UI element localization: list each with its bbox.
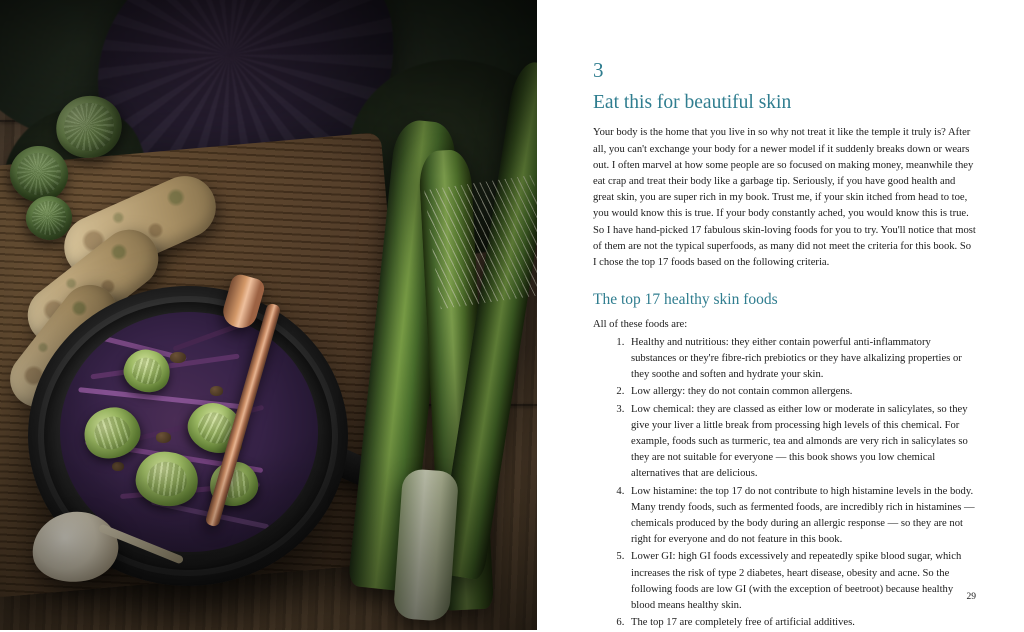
list-item: 2. Low allergy: they do not contain common allergens. (627, 384, 976, 400)
right-text-page (537, 0, 1024, 630)
chapter-title: Eat this for beautiful skin (593, 92, 792, 113)
intro-paragraph: Your body is the home that you live in so why not treat it like the temple it truly is? After all, you can't exchange your body for a newer model if it suddenly breaks down or wears out. I often marvel at how some people are so focused on making money, meanwhile they eat crap and treat their body like a garbage tip. Seriously, if you have good health and great skin, you are super rich in my book. Trust me, if your skin itched from head to toe, you would know this is true. If your body constantly ached, you would know this is true. So I have hand-picked 17 fabulous skin-loving foods for you to try. You'll notice that most of them are not the typical superfoods, as many did not meet the criteria for this book. So I chose the top 17 foods based on the following criteria. (593, 127, 976, 269)
chapter-number: 3 (593, 58, 604, 82)
mince-crumb (112, 462, 124, 471)
list-item: 3. Low chemical: they are classed as either low or moderate in salicylates, so they give your liver a little break from processing high levels of this chemical. For example, foods such as turmeric, tea and almonds are very rich in salicylates so they are not suitable for everyone — this book shows you low chemical alternatives that are delicious. (627, 402, 976, 483)
mince-crumb (170, 352, 186, 363)
leek-white-stem (393, 468, 459, 622)
mince-crumb (156, 432, 171, 443)
onion-roots (424, 175, 537, 309)
criteria-list (593, 335, 976, 632)
list-item: 5. Lower GI: high GI foods excessively and repeatedly spike blood sugar, which increases the risk of type 2 diabetes, heart disease, obesity and acne. So the following foods are low GI (with the exception of beetroot) because healthy blood means healthy skin. (627, 549, 976, 614)
text-column (593, 60, 976, 632)
page-number: 29 (966, 592, 976, 602)
mince-crumb (210, 386, 223, 396)
section-title: The top 17 healthy skin foods (593, 291, 778, 309)
roasted-sprout-half (78, 401, 147, 466)
list-item: 1. Healthy and nutritious: they either contain powerful anti-inflammatory substances or they're fibre-rich prebiotics or they have alkalizing properties or they soothe and soften and hydrate your skin. (627, 335, 976, 384)
list-item: 6. The top 17 are completely free of artificial additives. (627, 615, 976, 631)
list-item: 4. Low histamine: the top 17 do not contribute to high histamine levels in the body. Many trendy foods, such as fermented foods, are incredibly rich in histamines — chemicals produced by the body during an allergic response — so they are not right for everyone and do not feature in this book. (627, 484, 976, 549)
list-lead-in: All of these foods are: (593, 318, 688, 330)
